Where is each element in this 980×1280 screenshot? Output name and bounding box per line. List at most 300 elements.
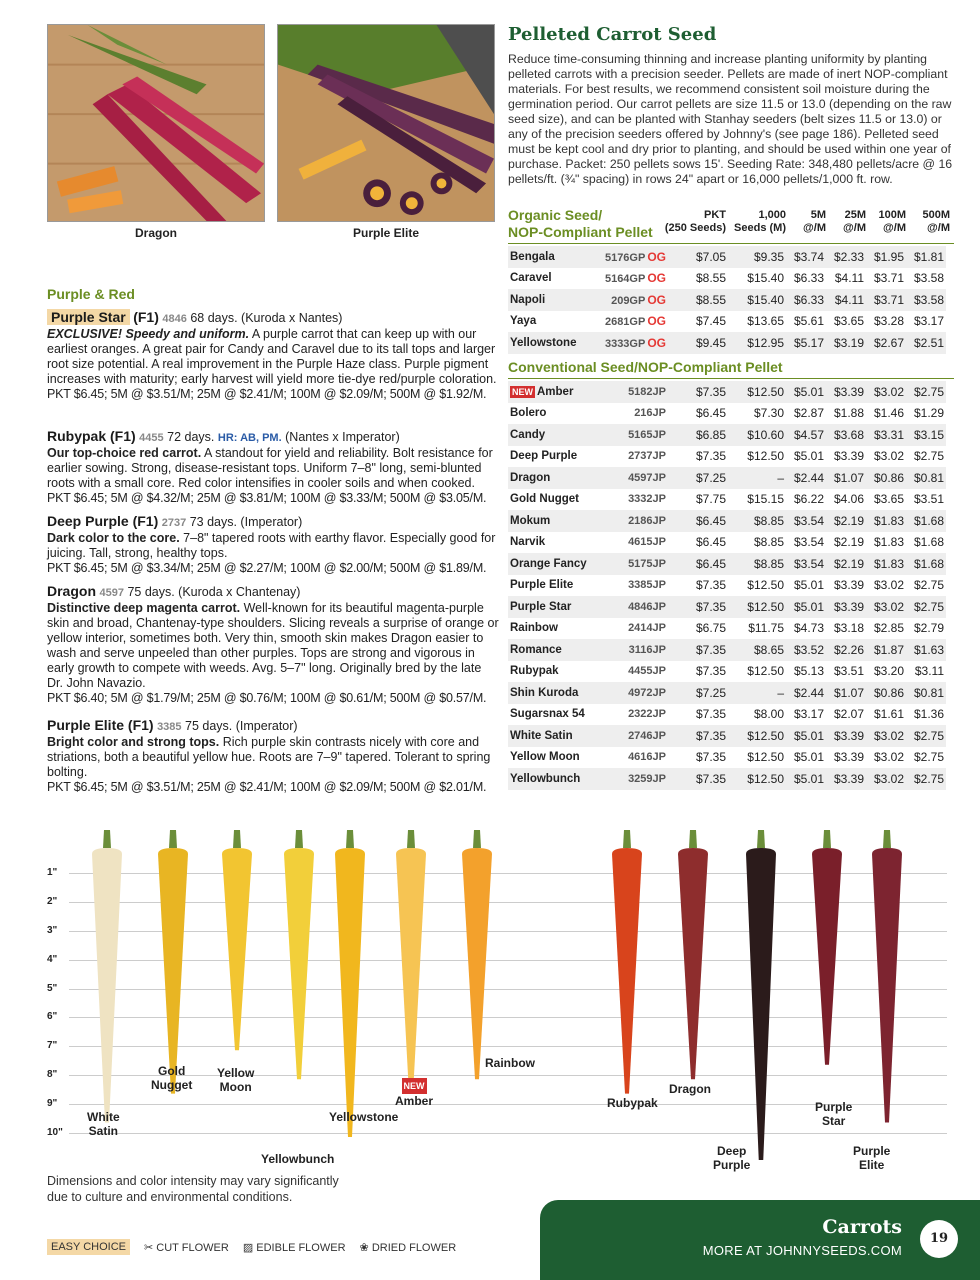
price-cell: $1.46 bbox=[873, 406, 904, 421]
carrot-yellowstone bbox=[335, 830, 365, 1137]
carrot-label: Yellowbunch bbox=[261, 1152, 335, 1166]
price-cell: $2.44 bbox=[786, 467, 826, 489]
price-cell: $2.19 bbox=[826, 553, 866, 575]
price-cell: $7.35 bbox=[668, 768, 728, 790]
table-row bbox=[508, 639, 946, 661]
code-cell: 4615JP bbox=[628, 536, 666, 549]
price-cell: $7.05 bbox=[668, 246, 728, 268]
variety-cell: Gold Nugget bbox=[510, 493, 579, 506]
purple-elite-photo bbox=[277, 24, 495, 222]
new-badge: NEW bbox=[512, 386, 533, 397]
variety-purple-star bbox=[47, 310, 499, 402]
code-cell: 5182JP bbox=[592, 381, 668, 403]
variety-days: 75 days. (Kuroda x Chantenay) bbox=[127, 585, 301, 599]
price-cell: $4.06 bbox=[833, 492, 864, 507]
price-cell: $3.02 bbox=[866, 596, 906, 618]
footer-link[interactable]: MORE AT JOHNNYSEEDS.COM bbox=[702, 1243, 902, 1258]
dried-flower-icon: ❀ bbox=[359, 1241, 369, 1254]
price-cell: $3.39 bbox=[826, 725, 866, 747]
price-cell: $12.50 bbox=[728, 596, 786, 618]
price-cell: $8.00 bbox=[753, 707, 784, 722]
carrot-dragon bbox=[678, 830, 708, 1079]
price-cell: $5.17 bbox=[786, 332, 826, 354]
footer-title: Carrots bbox=[822, 1216, 902, 1238]
variety-purple-elite bbox=[47, 718, 499, 795]
variety-lead: EXCLUSIVE! Speedy and uniform. bbox=[47, 327, 250, 341]
price-cell: $8.85 bbox=[728, 510, 786, 532]
carrot-label: Gold Nugget bbox=[151, 1064, 193, 1092]
footnote: Dimensions and color intensity may vary significantly due to culture and environmental conditions. bbox=[47, 1174, 339, 1204]
code-cell: 4616JP bbox=[628, 751, 666, 764]
ruler-tick-label: 1" bbox=[47, 866, 58, 878]
pelleted-description: Reduce time-consuming thinning and increase planting uniformity by planting pelleted carrots with a precision seeder. Pellets are made of inert NOP-compliant materials. For best results, we recommend consistent soil moisture during the germination period. Our carrot pellets are size 11.5 or 13.0 (depending on the raw seed size), and can be planted with Stanhay seeders (belt sizes 11.5 or 13.0) or any of the precision seeders offered by Johnny's (see page 186). Pelleted seed must be kept cool and dry prior to planting, and should be used within one year of purchase. Packet: 250 pellets sows 15'. Seeding Rate: 348,480 pellets/acre @ 16 pellets/ft. (¾" spacing) in rows 24" apart or 16,000 pellets/1,000 ft. row. bbox=[508, 52, 953, 186]
table-row bbox=[508, 532, 946, 554]
price-cell: $1.83 bbox=[873, 535, 904, 550]
price-cell: $7.25 bbox=[668, 467, 728, 489]
variety-cell: Romance bbox=[508, 639, 592, 661]
price-cell: $2.07 bbox=[833, 707, 864, 722]
price-cell: $12.50 bbox=[728, 381, 786, 403]
price-cell: $2.19 bbox=[833, 535, 864, 550]
table-row bbox=[508, 289, 946, 311]
carrot-yellowbunch bbox=[158, 830, 188, 1094]
carrot-label: Rubypak bbox=[607, 1096, 658, 1110]
price-cell: $3.39 bbox=[826, 768, 866, 790]
resistance-code: HR: AB, PM. bbox=[217, 432, 282, 444]
variety-suffix: (F1) bbox=[133, 309, 159, 325]
code-cell: 3259JP bbox=[592, 768, 668, 790]
variety-name: Dragon bbox=[47, 583, 96, 599]
variety-cell: Mokum bbox=[508, 510, 592, 532]
code-cell: 4455JP bbox=[628, 665, 666, 678]
variety-desc: Well-known for its beautiful magenta-purple skin and broad, Chantenay-type shoulders. Slicing reveals a surprise of orange or yellow interior, sometimes both. Very thin, smooth skin makes Dragon easier to wash and serve unpeeled than other purples. Tops are strong and vigorous in early growth to compete with weeds. Avg. 5–7" long. Originally bred by the late Dr. John Navazio. bbox=[47, 601, 499, 690]
code-cell: 3332JP bbox=[628, 493, 666, 506]
price-cell: $1.29 bbox=[913, 406, 944, 421]
price-cell: $9.45 bbox=[668, 332, 728, 354]
price-cell: $2.33 bbox=[826, 246, 866, 268]
table-row bbox=[508, 768, 946, 790]
table-row bbox=[508, 510, 946, 532]
variety-cell: Purple Elite bbox=[510, 579, 574, 592]
header-100m: 100M @/M bbox=[878, 209, 906, 234]
code-cell: 5165JP bbox=[592, 424, 668, 446]
photo-caption: Purple Elite bbox=[352, 226, 420, 240]
price-cell: $6.75 bbox=[695, 621, 726, 636]
price-table-header bbox=[508, 207, 954, 243]
variety-cell: Bengala bbox=[508, 246, 592, 268]
price-cell: $8.55 bbox=[695, 271, 726, 286]
easy-choice-tag: EASY CHOICE bbox=[47, 1239, 130, 1255]
variety-code: 4597 bbox=[99, 587, 124, 599]
code-cell: 4846JP bbox=[592, 596, 668, 618]
price-cell: $3.39 bbox=[833, 578, 864, 593]
ruler-tick-label: 5" bbox=[47, 982, 58, 994]
variety-days: 68 days. (Kuroda x Nantes) bbox=[190, 311, 343, 325]
variety-days: 75 days. (Imperator) bbox=[185, 719, 298, 733]
price-cell: $12.50 bbox=[747, 578, 784, 593]
price-cell: – bbox=[728, 467, 786, 489]
price-cell: $9.35 bbox=[728, 246, 786, 268]
price-cell: $2.67 bbox=[866, 332, 906, 354]
price-cell: $5.01 bbox=[786, 725, 826, 747]
price-cell: $1.68 bbox=[906, 553, 946, 575]
variety-pricing: PKT $6.45; 5M @ $3.51/M; 25M @ $2.41/M; 100M @ $2.09/M; 500M @ $1.92/M. bbox=[47, 387, 487, 401]
price-cell: $3.17 bbox=[793, 707, 824, 722]
price-cell: $1.83 bbox=[866, 510, 906, 532]
code-cell: 3385JP bbox=[628, 579, 666, 592]
price-cell: $0.86 bbox=[866, 467, 906, 489]
price-cell: $1.87 bbox=[866, 639, 906, 661]
organic-icon: OG bbox=[647, 249, 666, 264]
variety-cell: NEW Amber bbox=[508, 381, 592, 403]
table-row bbox=[508, 618, 946, 640]
price-cell: $7.35 bbox=[695, 578, 726, 593]
variety-deep-purple bbox=[47, 514, 499, 576]
table-row bbox=[508, 704, 946, 726]
price-cell: $2.79 bbox=[913, 621, 944, 636]
variety-rubypak bbox=[47, 429, 499, 506]
variety-lead: Our top-choice red carrot. bbox=[47, 446, 202, 460]
organic-icon: OG bbox=[647, 292, 666, 307]
ruler-tick-label: 6" bbox=[47, 1011, 58, 1023]
price-cell: $7.35 bbox=[668, 381, 728, 403]
variety-days: 73 days. (Imperator) bbox=[189, 515, 303, 529]
price-cell: $7.25 bbox=[668, 682, 728, 704]
variety-cell: Orange Fancy bbox=[508, 553, 592, 575]
price-cell: $5.01 bbox=[793, 578, 824, 593]
carrot-label: Yellowstone bbox=[329, 1110, 399, 1124]
variety-days: 72 days. bbox=[167, 430, 215, 444]
variety-cell: Candy bbox=[508, 424, 592, 446]
price-cell: $3.39 bbox=[833, 750, 864, 765]
price-cell: $2.19 bbox=[826, 510, 866, 532]
price-cell: $3.15 bbox=[906, 424, 946, 446]
price-cell: $15.15 bbox=[747, 492, 784, 507]
price-cell: $8.65 bbox=[728, 639, 786, 661]
price-cell: $2.26 bbox=[826, 639, 866, 661]
code-cell: 216JP bbox=[634, 407, 666, 420]
carrot-purple-elite bbox=[872, 830, 902, 1123]
carrot-length-chart bbox=[47, 820, 947, 1172]
price-cell: $4.73 bbox=[793, 621, 824, 636]
variety-code: 2737 bbox=[161, 517, 187, 529]
price-cell: $3.65 bbox=[833, 314, 864, 329]
table-row bbox=[508, 661, 946, 683]
organic-price-table bbox=[508, 246, 946, 354]
variety-cell: Caravel bbox=[510, 272, 552, 285]
price-cell: $2.75 bbox=[906, 768, 946, 790]
section-title: Purple & Red bbox=[47, 286, 135, 302]
price-cell: $0.86 bbox=[866, 682, 906, 704]
price-cell: $1.81 bbox=[906, 246, 946, 268]
variety-cell: Yaya bbox=[510, 315, 537, 328]
scissors-icon: ✂ bbox=[144, 1241, 154, 1254]
price-cell: $3.54 bbox=[786, 553, 826, 575]
price-cell: $3.51 bbox=[913, 492, 944, 507]
price-cell: $15.40 bbox=[747, 271, 784, 286]
price-cell: $3.54 bbox=[786, 510, 826, 532]
variety-pricing: PKT $6.40; 5M @ $1.79/M; 25M @ $0.76/M; 100M @ $0.61/M; 500M @ $0.57/M. bbox=[47, 691, 487, 705]
table-row bbox=[508, 311, 946, 333]
variety-cell: Yellowstone bbox=[508, 332, 592, 354]
carrot-label: Purple Elite bbox=[853, 1144, 891, 1172]
variety-name: Rubypak (F1) bbox=[47, 428, 136, 444]
code-cell: 3116JP bbox=[592, 639, 668, 661]
price-cell: – bbox=[728, 682, 786, 704]
divider bbox=[508, 243, 954, 244]
price-cell: $7.35 bbox=[695, 707, 726, 722]
carrot-label: NEW Amber bbox=[395, 1078, 433, 1108]
price-cell: $2.75 bbox=[906, 596, 946, 618]
price-cell: $3.71 bbox=[873, 271, 904, 286]
page-number: 19 bbox=[920, 1220, 958, 1258]
price-cell: $5.13 bbox=[793, 664, 824, 679]
variety-pricing: PKT $6.45; 5M @ $3.51/M; 25M @ $2.41/M; 100M @ $2.09/M; 500M @ $2.01/M. bbox=[47, 780, 487, 794]
price-cell: $7.30 bbox=[753, 406, 784, 421]
table-row bbox=[508, 725, 946, 747]
price-cell: $6.45 bbox=[695, 406, 726, 421]
table-row bbox=[508, 575, 946, 597]
price-cell: $7.35 bbox=[668, 639, 728, 661]
price-cell: $2.75 bbox=[906, 381, 946, 403]
price-cell: $6.22 bbox=[793, 492, 824, 507]
price-cell: $12.50 bbox=[747, 449, 784, 464]
ruler-tick-label: 3" bbox=[47, 924, 58, 936]
code-cell: 2681GP OG bbox=[604, 314, 666, 329]
price-cell: $5.01 bbox=[793, 449, 824, 464]
price-cell: $3.02 bbox=[873, 449, 904, 464]
carrot-label: Yellow Moon bbox=[217, 1066, 255, 1094]
price-cell: $1.95 bbox=[866, 246, 906, 268]
code-cell: 4972JP bbox=[592, 682, 668, 704]
price-cell: $12.50 bbox=[728, 725, 786, 747]
price-cell: $3.58 bbox=[906, 289, 946, 311]
price-cell: $8.85 bbox=[753, 535, 784, 550]
carrot-purple-star bbox=[812, 830, 842, 1065]
price-cell: $8.85 bbox=[728, 553, 786, 575]
code-cell: 2322JP bbox=[628, 708, 666, 721]
variety-desc: A purple carrot that can keep up with our earliest oranges. A great pair for Candy and Caravel due to its tall tops and larger root size potential. A real improvement in the Purple Haze class. Purple pigment increases with maturity; early harvest will yield more tie-dye red/purple coloration. bbox=[47, 327, 497, 386]
price-cell: $1.36 bbox=[913, 707, 944, 722]
variety-cell: Yellowbunch bbox=[508, 768, 592, 790]
carrot-rubypak bbox=[612, 830, 642, 1094]
header-5m: 5M @/M bbox=[803, 209, 826, 234]
price-cell: $3.68 bbox=[826, 424, 866, 446]
price-cell: $3.39 bbox=[826, 596, 866, 618]
edible-icon: ▨ bbox=[242, 1241, 254, 1254]
code-cell: 3333GP OG bbox=[592, 332, 668, 354]
code-cell: 209GP OG bbox=[592, 289, 668, 311]
price-cell: $12.95 bbox=[728, 332, 786, 354]
legend bbox=[47, 1239, 456, 1255]
variety-lead: Dark color to the core. bbox=[47, 531, 180, 545]
carrot-gold-nugget bbox=[222, 830, 252, 1050]
price-cell: $13.65 bbox=[747, 314, 784, 329]
variety-cell: Dragon bbox=[508, 467, 592, 489]
price-cell: $3.74 bbox=[786, 246, 826, 268]
price-cell: $5.01 bbox=[793, 750, 824, 765]
ruler-tick-label: 2" bbox=[47, 895, 58, 907]
table-row bbox=[508, 268, 946, 290]
price-cell: $2.44 bbox=[786, 682, 826, 704]
price-cell: $1.61 bbox=[873, 707, 904, 722]
variety-cell: Shin Kuroda bbox=[508, 682, 592, 704]
price-cell: $3.31 bbox=[866, 424, 906, 446]
variety-cell: Purple Star bbox=[508, 596, 592, 618]
code-cell: 5164GP OG bbox=[604, 271, 666, 286]
price-cell: $5.01 bbox=[786, 596, 826, 618]
price-cell: $7.75 bbox=[695, 492, 726, 507]
variety-desc: Rich purple skin contrasts nicely with core and striations, both a beautiful yellow hue. Roots are 7–9" tapered. Tolerant to spring bolting. bbox=[47, 735, 491, 779]
ruler-tick-label: 7" bbox=[47, 1040, 58, 1052]
table-row bbox=[508, 332, 946, 354]
price-cell: $3.28 bbox=[873, 314, 904, 329]
price-cell: $2.75 bbox=[913, 578, 944, 593]
variety-cell: Napoli bbox=[508, 289, 592, 311]
variety-desc: A standout for yield and reliability. Bolt resistance for earlier sowing. Strong, disease-resistant tops. Uniform 7–8" long, semi-blunted roots with a small core. Red color intensifies in cooler soils and when cooked. bbox=[47, 446, 493, 490]
price-cell: $3.39 bbox=[833, 449, 864, 464]
variety-cell: Deep Purple bbox=[510, 450, 578, 463]
price-cell: $2.51 bbox=[906, 332, 946, 354]
table-row bbox=[508, 403, 946, 425]
price-cell: $2.75 bbox=[913, 449, 944, 464]
carrot-amber bbox=[396, 830, 426, 1094]
variety-cell: Rainbow bbox=[510, 622, 558, 635]
price-cell: $3.02 bbox=[873, 578, 904, 593]
carrot-label: Rainbow bbox=[485, 1056, 535, 1070]
variety-lead: Distinctive deep magenta carrot. bbox=[47, 601, 241, 615]
organic-icon: OG bbox=[647, 335, 666, 350]
price-cell: $3.20 bbox=[873, 664, 904, 679]
dried-flower-legend: ❀ DRIED FLOWER bbox=[359, 1241, 457, 1254]
code-cell: 2746JP bbox=[592, 725, 668, 747]
price-cell: $6.45 bbox=[668, 553, 728, 575]
price-cell: $3.19 bbox=[826, 332, 866, 354]
variety-cell: Narvik bbox=[510, 536, 546, 549]
price-cell: $2.87 bbox=[793, 406, 824, 421]
price-cell: $12.50 bbox=[747, 750, 784, 765]
price-cell: $12.50 bbox=[747, 664, 784, 679]
variety-code: 4455 bbox=[139, 432, 164, 444]
price-cell: $7.35 bbox=[695, 750, 726, 765]
header-pkt: PKT (250 Seeds) bbox=[664, 209, 726, 234]
variety-desc: 7–8" tapered roots with earthy flavor. Especially good for juicing. Tall, strong, healthy tops. bbox=[47, 531, 496, 560]
table-row bbox=[508, 553, 946, 575]
table-row bbox=[508, 489, 946, 511]
price-cell: $7.45 bbox=[695, 314, 726, 329]
table-row bbox=[508, 682, 946, 704]
new-badge: NEW bbox=[402, 1078, 427, 1094]
price-cell: $7.35 bbox=[695, 664, 726, 679]
variety-code: 3385 bbox=[157, 721, 182, 733]
price-cell: $1.83 bbox=[866, 553, 906, 575]
header-500m: 500M @/M bbox=[922, 209, 950, 234]
edible-flower-legend: ▨ EDIBLE FLOWER bbox=[242, 1241, 346, 1254]
price-cell: $3.65 bbox=[873, 492, 904, 507]
price-cell: $5.61 bbox=[793, 314, 824, 329]
price-cell: $3.11 bbox=[914, 664, 944, 679]
price-cell: $1.68 bbox=[913, 535, 944, 550]
price-cell: $11.75 bbox=[748, 621, 784, 636]
price-cell: $5.01 bbox=[786, 768, 826, 790]
price-cell: $1.88 bbox=[833, 406, 864, 421]
variety-pricing: PKT $6.45; 5M @ $4.32/M; 25M @ $3.81/M; 100M @ $3.33/M; 500M @ $3.05/M. bbox=[47, 491, 487, 505]
photo-caption: Dragon bbox=[135, 226, 177, 240]
carrot-label: Purple Star bbox=[815, 1100, 853, 1128]
price-cell: $8.55 bbox=[668, 289, 728, 311]
ruler-tick-label: 8" bbox=[47, 1069, 58, 1081]
table-row bbox=[508, 424, 946, 446]
carrot-label: Dragon bbox=[669, 1082, 711, 1096]
variety-cell: Bolero bbox=[510, 407, 547, 420]
variety-cell: Sugarsnax 54 bbox=[510, 708, 585, 721]
table-row bbox=[508, 467, 946, 489]
variety-lead: Bright color and strong tops. bbox=[47, 735, 220, 749]
price-cell: $2.75 bbox=[906, 725, 946, 747]
price-cell: $7.35 bbox=[695, 449, 726, 464]
price-cell: $5.01 bbox=[786, 381, 826, 403]
ruler-tick-label: 10" bbox=[47, 1127, 63, 1138]
price-cell: $3.51 bbox=[833, 664, 864, 679]
footer-band bbox=[540, 1200, 980, 1280]
price-cell: $10.60 bbox=[728, 424, 786, 446]
price-cell: $6.85 bbox=[668, 424, 728, 446]
variety-name: Deep Purple (F1) bbox=[47, 513, 159, 529]
code-cell: 4597JP bbox=[592, 467, 668, 489]
table-row bbox=[508, 246, 946, 268]
header-1000: 1,000 Seeds (M) bbox=[734, 209, 786, 234]
organic-label: Organic Seed/ NOP-Compliant Pellet bbox=[508, 207, 653, 240]
price-cell: $4.57 bbox=[786, 424, 826, 446]
price-cell: $15.40 bbox=[728, 289, 786, 311]
table-row bbox=[508, 446, 946, 468]
price-cell: $6.45 bbox=[668, 510, 728, 532]
table-row bbox=[508, 747, 946, 769]
organic-icon: OG bbox=[647, 314, 666, 329]
variety-pricing: PKT $6.45; 5M @ $3.34/M; 25M @ $2.27/M; 100M @ $2.00/M; 500M @ $1.89/M. bbox=[47, 561, 487, 575]
code-cell: 2414JP bbox=[628, 622, 666, 635]
price-cell: $1.07 bbox=[826, 682, 866, 704]
code-cell: 2186JP bbox=[592, 510, 668, 532]
price-cell: $7.35 bbox=[668, 596, 728, 618]
price-cell: $0.81 bbox=[906, 682, 946, 704]
variety-code: 4846 bbox=[162, 313, 187, 325]
table-row bbox=[508, 381, 946, 403]
variety-cell: Yellow Moon bbox=[510, 751, 580, 764]
price-cell: $2.85 bbox=[873, 621, 904, 636]
code-cell: 5176GP OG bbox=[592, 246, 668, 268]
code-cell: 5175JP bbox=[592, 553, 668, 575]
price-cell: $4.11 bbox=[826, 289, 866, 311]
price-cell: $3.17 bbox=[913, 314, 944, 329]
table-row bbox=[508, 596, 946, 618]
price-cell: $3.54 bbox=[793, 535, 824, 550]
ruler-tick-label: 4" bbox=[47, 953, 58, 965]
ruler-tick-label: 9" bbox=[47, 1098, 58, 1110]
price-cell: $1.63 bbox=[906, 639, 946, 661]
price-cell: $3.39 bbox=[826, 381, 866, 403]
price-cell: $6.33 bbox=[786, 289, 826, 311]
price-cell: $4.11 bbox=[834, 271, 864, 286]
price-cell: $3.52 bbox=[786, 639, 826, 661]
pelleted-title: Pelleted Carrot Seed bbox=[508, 24, 717, 45]
price-cell: $3.58 bbox=[913, 271, 944, 286]
price-cell: $3.18 bbox=[833, 621, 864, 636]
carrot-yellow-moon bbox=[284, 830, 314, 1079]
price-cell: $6.33 bbox=[793, 271, 824, 286]
carrot-label: Deep Purple bbox=[713, 1144, 751, 1172]
variety-cell: Rubypak bbox=[510, 665, 559, 678]
